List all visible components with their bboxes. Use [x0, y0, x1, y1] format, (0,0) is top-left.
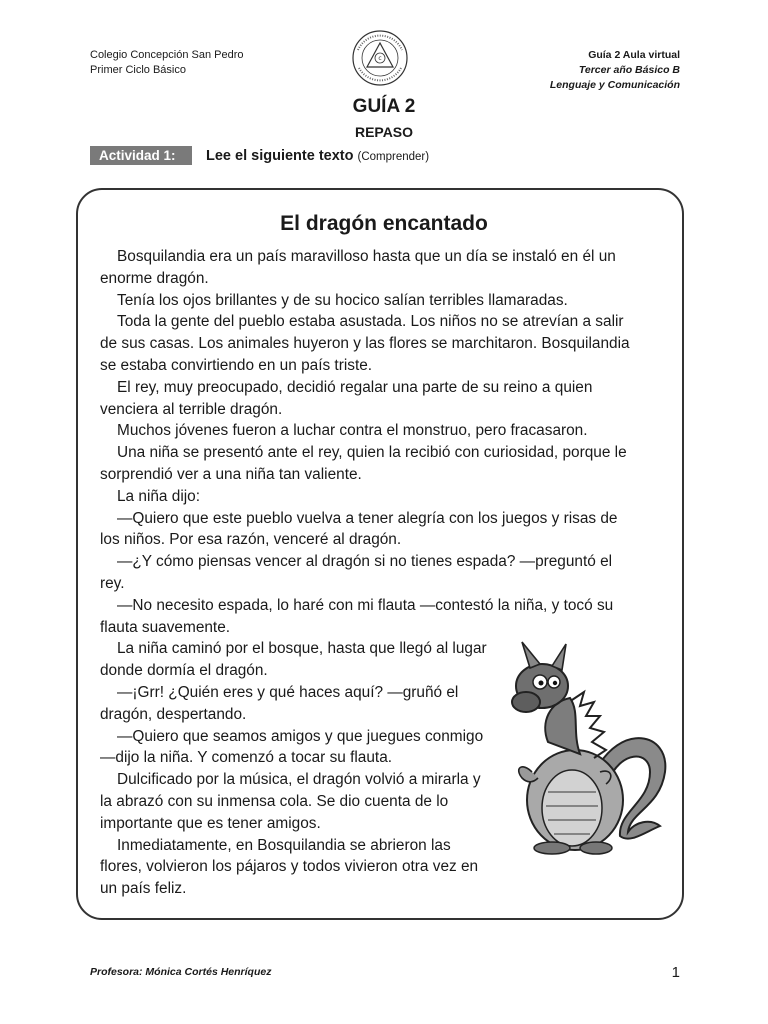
guide-label: Guía 2 Aula virtual	[588, 49, 680, 61]
story-paragraph: —Quiero que seamos amigos y que juegues conmigo —dijo la niña. Y comenzó a tocar su flauta.	[100, 727, 484, 767]
story-paragraph: Tenía los ojos brillantes y de su hocico salían terribles llamaradas.	[117, 291, 568, 309]
story-paragraph: Dulcificado por la música, el dragón volvió a mirarla y la abrazó con su inmensa cola. Se dio cuenta de lo importante que es tener amigos.	[100, 771, 481, 832]
footer-teacher: Profesora: Mónica Cortés Henríquez	[90, 966, 272, 978]
story-paragraph: La niña dijo:	[117, 487, 201, 505]
school-seal-logo	[350, 28, 410, 88]
activity-instruction-wrap	[206, 148, 429, 164]
story-paragraph: —¿Y cómo piensas vencer al dragón si no tienes espada? —preguntó el rey.	[100, 553, 613, 592]
story-paragraph: Una niña se presentó ante el rey, quien la recibió con curiosidad, porque le sorprendió ver a una niña tan valiente.	[100, 444, 627, 483]
svg-text:c: c	[378, 55, 382, 62]
story-paragraph: —¡Grr! ¿Quién eres y qué haces aquí? —gruñó el dragón, despertando.	[100, 683, 459, 723]
page-title: GUÍA 2	[352, 96, 416, 117]
page-subtitle: REPASO	[354, 124, 414, 140]
header-left	[90, 48, 244, 78]
school-cycle: Primer Ciclo Básico	[90, 64, 186, 76]
header-right	[550, 48, 680, 93]
page-number: 1	[671, 964, 680, 981]
story-paragraph: Toda la gente del pueblo estaba asustada. Los niños no se atrevían a salir de sus casas. Los animales huyeron y las flores se marchitaron. Bosquilandia se estaba convirtiendo en un país triste.	[100, 313, 630, 374]
school-name: Colegio Concepción San Pedro	[90, 49, 244, 61]
story-paragraph: —No necesito espada, lo haré con mi flauta —contestó la niña, y tocó su flauta suavemente.	[100, 596, 614, 636]
activity-row	[90, 146, 429, 165]
dragon-illustration	[500, 622, 672, 858]
story-title: El dragón encantado	[280, 212, 488, 235]
story-paragraph: Muchos jóvenes fueron a luchar contra el monstruo, pero fracasaron.	[117, 422, 588, 440]
story-paragraph: La niña caminó por el bosque, hasta que llegó al lugar donde dormía el dragón.	[100, 640, 487, 680]
story-paragraph: —Quiero que este pueblo vuelva a tener alegría con los juegos y risas de los niños. Por esa razón, venceré al dragón.	[100, 509, 618, 549]
story-paragraph: Bosquilandia era un país maravilloso hasta que un día se instaló en él un enorme dragón.	[100, 248, 616, 287]
activity-skill: (Comprender)	[357, 150, 430, 163]
subject-label: Lenguaje y Comunicación	[549, 79, 680, 91]
story-paragraph: El rey, muy preocupado, decidió regalar una parte de su reino a quien venciera al terrible dragón.	[100, 378, 593, 418]
activity-badge: Actividad 1:	[90, 146, 192, 165]
grade-label: Tercer año Básico B	[578, 64, 680, 76]
activity-instruction: Lee el siguiente texto	[206, 147, 354, 164]
story-paragraph: Inmediatamente, en Bosquilandia se abrieron las flores, volvieron los pájaros y todos vivieron otra vez en un país feliz.	[100, 836, 479, 898]
